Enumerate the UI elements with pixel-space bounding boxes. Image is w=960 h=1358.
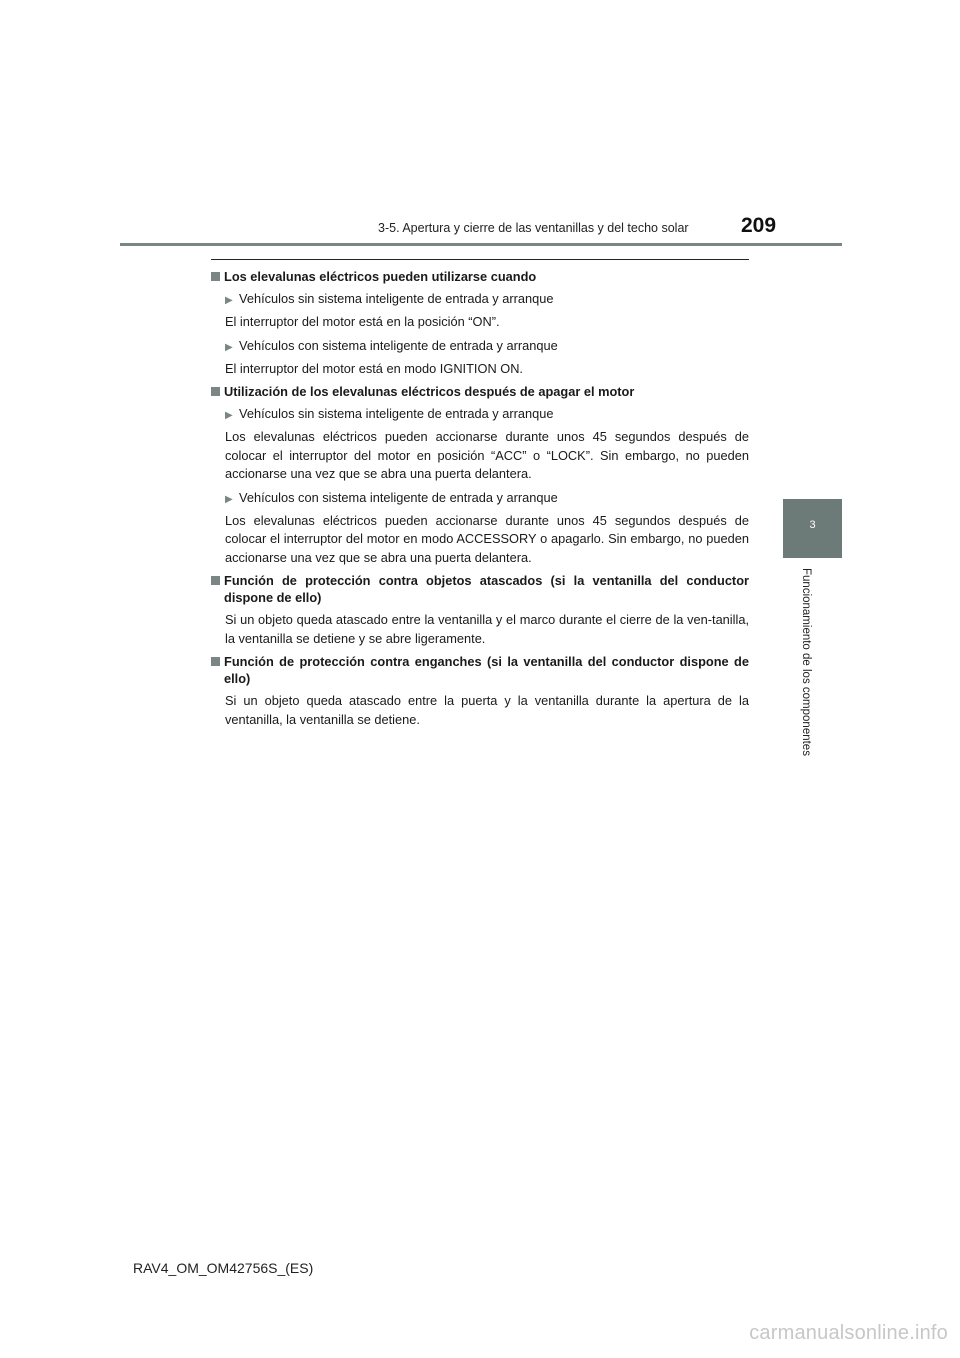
content-divider xyxy=(211,259,749,260)
chapter-side-label: Funcionamiento de los componentes xyxy=(800,568,812,756)
square-bullet-icon xyxy=(211,657,220,666)
section-heading xyxy=(211,572,749,606)
vehicle-type-subheading xyxy=(211,405,749,422)
vehicle-type-subheading xyxy=(211,337,749,354)
header-divider xyxy=(120,243,842,246)
body-paragraph: Si un objeto queda atascado entre la puerta y la ventanilla durante la apertura de la ventanilla, la ventanilla se detiene. xyxy=(225,693,749,727)
page-content xyxy=(211,268,749,734)
section-title: 3-5. Apertura y cierre de las ventanillas y del techo solar xyxy=(378,221,689,235)
vehicle-type-subheading xyxy=(211,489,749,506)
section-heading-text: Los elevalunas eléctricos pueden utilizarse cuando xyxy=(224,269,537,284)
chapter-number: 3 xyxy=(809,519,816,531)
section-heading-text: Función de protección contra enganches (si la ventanilla del conductor dispone de ello) xyxy=(224,654,749,686)
triangle-right-icon: ▶ xyxy=(225,493,233,505)
square-bullet-icon xyxy=(211,576,220,585)
vehicle-type-subheading xyxy=(211,290,749,307)
section-jam-protection xyxy=(211,572,749,648)
section-heading-text: Función de protección contra objetos atascados (si la ventanilla del conductor dispone de ello) xyxy=(224,573,749,605)
vehicle-type-text: Vehículos con sistema inteligente de entrada y arranque xyxy=(239,489,558,505)
section-heading xyxy=(211,268,749,285)
triangle-right-icon: ▶ xyxy=(225,341,233,353)
triangle-right-icon: ▶ xyxy=(225,295,233,306)
square-bullet-icon xyxy=(211,272,220,281)
body-paragraph: Si un objeto queda atascado entre la ventanilla y el marco durante el cierre de la ven-tanilla, la ventanilla se detiene y se abre ligeramente. xyxy=(225,612,749,646)
body-paragraph: Los elevalunas eléctricos pueden accionarse durante unos 45 segundos después de colocar el interruptor del motor en posición “ACC” o “LOCK”. Sin embargo, no pueden accionarse una vez que se abra una puerta delantera. xyxy=(225,429,749,481)
section-heading xyxy=(211,653,749,687)
vehicle-type-text: Vehículos sin sistema inteligente de entrada y arranque xyxy=(239,291,554,306)
watermark: carmanualsonline.info xyxy=(749,1322,948,1344)
document-code: RAV4_OM_OM42756S_(ES) xyxy=(133,1260,314,1276)
body-paragraph: El interruptor del motor está en la posición “ON”. xyxy=(225,314,500,329)
chapter-tab xyxy=(783,499,842,558)
vehicle-type-text: Vehículos sin sistema inteligente de entrada y arranque xyxy=(239,406,554,421)
vehicle-type-text: Vehículos con sistema inteligente de entrada y arranque xyxy=(239,337,558,353)
section-catch-protection xyxy=(211,653,749,729)
triangle-right-icon: ▶ xyxy=(225,410,233,421)
body-paragraph: El interruptor del motor está en modo IGNITION ON. xyxy=(225,360,523,376)
square-bullet-icon xyxy=(211,387,220,396)
section-heading xyxy=(211,383,749,400)
section-heading-text: Utilización de los elevalunas eléctricos después de apagar el motor xyxy=(224,384,635,399)
page-number: 209 xyxy=(741,214,777,237)
section-after-engine-off xyxy=(211,383,749,567)
section-power-windows-usable xyxy=(211,268,749,378)
body-paragraph: Los elevalunas eléctricos pueden accionarse durante unos 45 segundos después de colocar el interruptor del motor en modo ACCESSORY o apagarlo. Sin embargo, no pueden accionarse una vez que se abra una puerta delantera. xyxy=(225,512,749,565)
